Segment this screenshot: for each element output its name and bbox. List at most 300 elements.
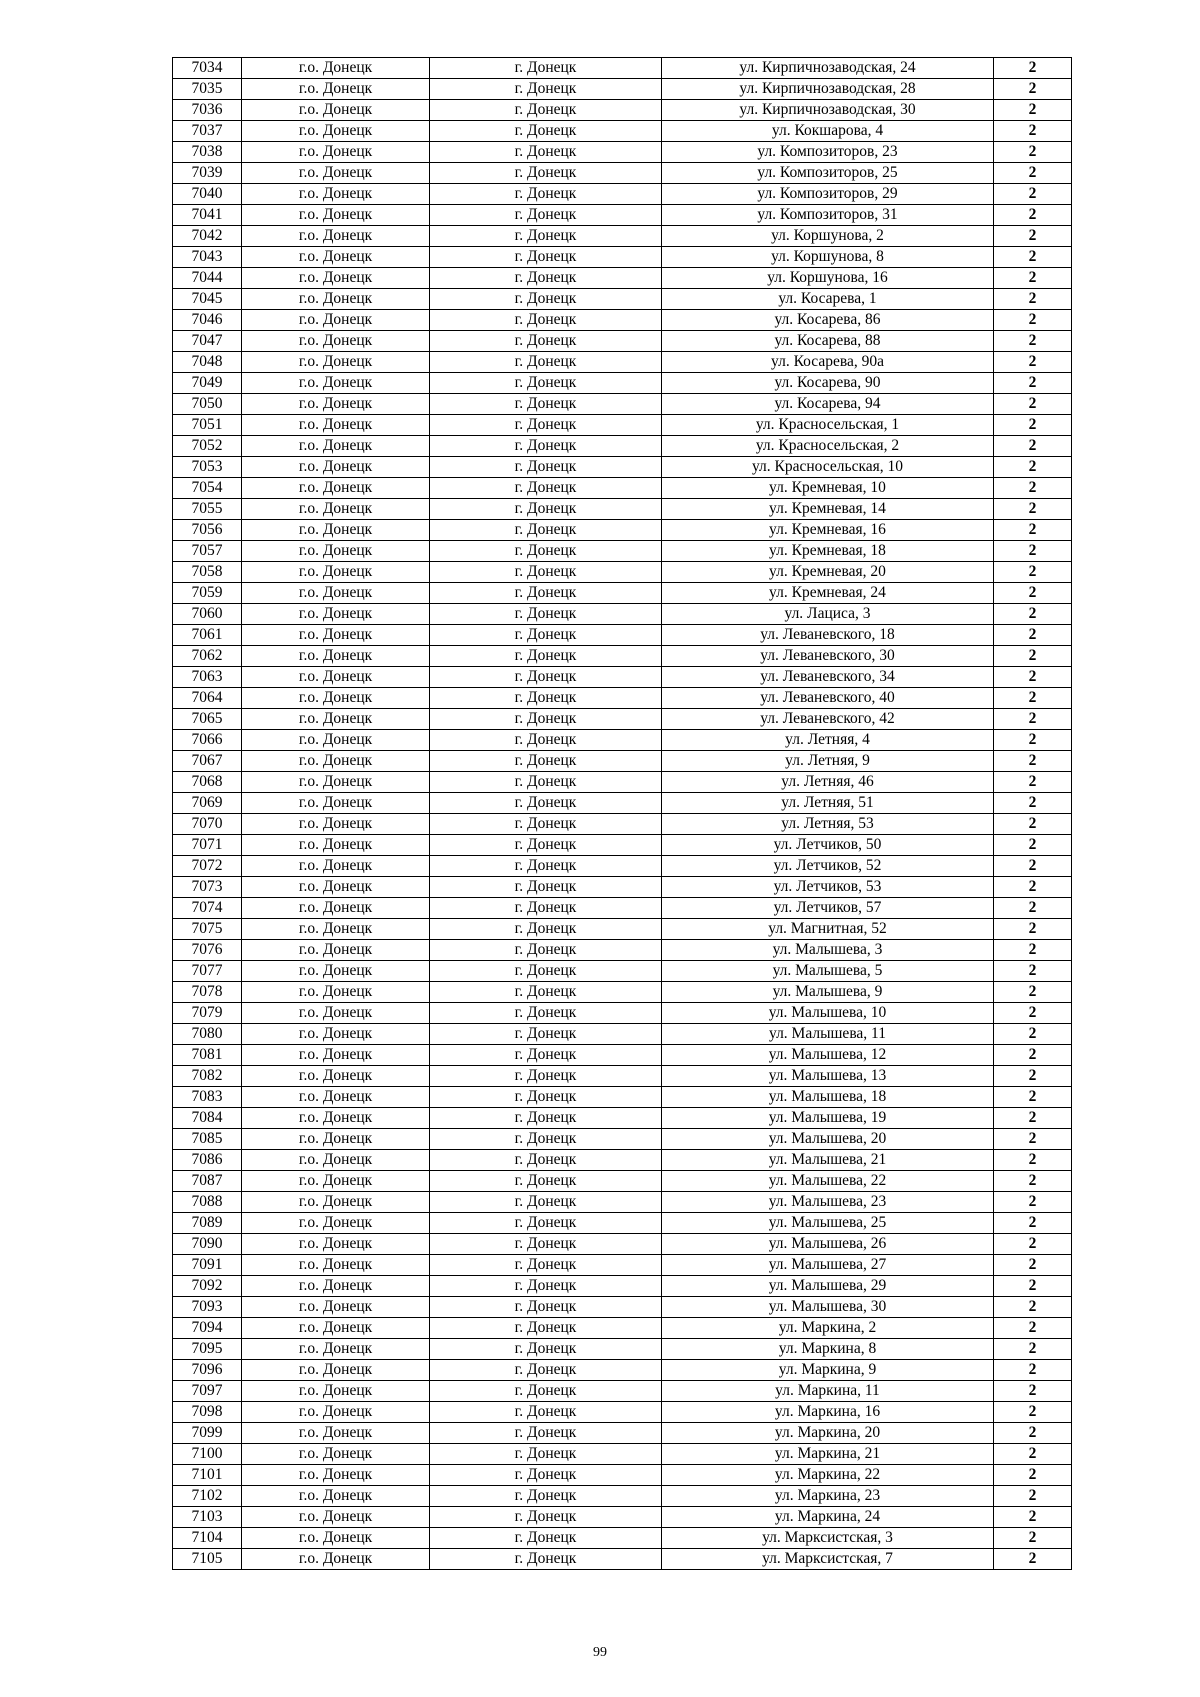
row-number-cell: 7081 [173, 1045, 242, 1066]
score-cell: 2 [994, 79, 1072, 100]
district-cell: г.о. Донецк [242, 730, 430, 751]
table-row [173, 940, 1072, 961]
table-row [173, 835, 1072, 856]
row-number-cell: 7050 [173, 394, 242, 415]
city-cell: г. Донецк [430, 163, 662, 184]
city-cell: г. Донецк [430, 709, 662, 730]
score-cell: 2 [994, 331, 1072, 352]
table-row [173, 1528, 1072, 1549]
score-cell: 2 [994, 1108, 1072, 1129]
row-number-cell: 7058 [173, 562, 242, 583]
street-address-cell: ул. Малышева, 21 [662, 1150, 994, 1171]
row-number-cell: 7045 [173, 289, 242, 310]
score-cell: 2 [994, 520, 1072, 541]
city-cell: г. Донецк [430, 1360, 662, 1381]
score-cell: 2 [994, 1444, 1072, 1465]
district-cell: г.о. Донецк [242, 898, 430, 919]
table-row [173, 310, 1072, 331]
row-number-cell: 7048 [173, 352, 242, 373]
district-cell: г.о. Донецк [242, 226, 430, 247]
row-number-cell: 7057 [173, 541, 242, 562]
score-cell: 2 [994, 541, 1072, 562]
street-address-cell: ул. Леваневского, 42 [662, 709, 994, 730]
street-address-cell: ул. Маркина, 2 [662, 1318, 994, 1339]
score-cell: 2 [994, 226, 1072, 247]
district-cell: г.о. Донецк [242, 121, 430, 142]
table-row [173, 646, 1072, 667]
table-row [173, 163, 1072, 184]
district-cell: г.о. Донецк [242, 1045, 430, 1066]
table-row [173, 1381, 1072, 1402]
table-row [173, 1297, 1072, 1318]
score-cell: 2 [994, 646, 1072, 667]
street-address-cell: ул. Косарева, 90 [662, 373, 994, 394]
district-cell: г.о. Донецк [242, 1339, 430, 1360]
street-address-cell: ул. Маркина, 22 [662, 1465, 994, 1486]
row-number-cell: 7098 [173, 1402, 242, 1423]
city-cell: г. Донецк [430, 121, 662, 142]
row-number-cell: 7035 [173, 79, 242, 100]
district-cell: г.о. Донецк [242, 625, 430, 646]
street-address-cell: ул. Маркина, 21 [662, 1444, 994, 1465]
district-cell: г.о. Донецк [242, 352, 430, 373]
street-address-cell: ул. Малышева, 13 [662, 1066, 994, 1087]
street-address-cell: ул. Летчиков, 57 [662, 898, 994, 919]
street-address-cell: ул. Малышева, 26 [662, 1234, 994, 1255]
street-address-cell: ул. Красносельская, 2 [662, 436, 994, 457]
street-address-cell: ул. Красносельская, 1 [662, 415, 994, 436]
table-row [173, 982, 1072, 1003]
street-address-cell: ул. Косарева, 88 [662, 331, 994, 352]
row-number-cell: 7043 [173, 247, 242, 268]
score-cell: 2 [994, 730, 1072, 751]
score-cell: 2 [994, 1507, 1072, 1528]
row-number-cell: 7051 [173, 415, 242, 436]
city-cell: г. Донецк [430, 184, 662, 205]
table-row [173, 1444, 1072, 1465]
city-cell: г. Донецк [430, 520, 662, 541]
street-address-cell: ул. Композиторов, 25 [662, 163, 994, 184]
street-address-cell: ул. Малышева, 30 [662, 1297, 994, 1318]
table-row [173, 1276, 1072, 1297]
row-number-cell: 7099 [173, 1423, 242, 1444]
city-cell: г. Донецк [430, 772, 662, 793]
table-row [173, 1129, 1072, 1150]
table-row [173, 247, 1072, 268]
city-cell: г. Донецк [430, 352, 662, 373]
table-row [173, 1024, 1072, 1045]
street-address-cell: ул. Композиторов, 29 [662, 184, 994, 205]
row-number-cell: 7076 [173, 940, 242, 961]
district-cell: г.о. Донецк [242, 1108, 430, 1129]
district-cell: г.о. Донецк [242, 268, 430, 289]
street-address-cell: ул. Малышева, 25 [662, 1213, 994, 1234]
row-number-cell: 7095 [173, 1339, 242, 1360]
table-row [173, 814, 1072, 835]
district-cell: г.о. Донецк [242, 877, 430, 898]
row-number-cell: 7077 [173, 961, 242, 982]
score-cell: 2 [994, 604, 1072, 625]
street-address-cell: ул. Малышева, 5 [662, 961, 994, 982]
street-address-cell: ул. Композиторов, 23 [662, 142, 994, 163]
table-row [173, 352, 1072, 373]
city-cell: г. Донецк [430, 814, 662, 835]
city-cell: г. Донецк [430, 541, 662, 562]
score-cell: 2 [994, 184, 1072, 205]
table-row [173, 1507, 1072, 1528]
score-cell: 2 [994, 793, 1072, 814]
city-cell: г. Донецк [430, 436, 662, 457]
row-number-cell: 7065 [173, 709, 242, 730]
district-cell: г.о. Донецк [242, 772, 430, 793]
score-cell: 2 [994, 352, 1072, 373]
street-address-cell: ул. Малышева, 12 [662, 1045, 994, 1066]
address-table [172, 57, 1072, 1570]
score-cell: 2 [994, 772, 1072, 793]
district-cell: г.о. Донецк [242, 1318, 430, 1339]
row-number-cell: 7034 [173, 58, 242, 79]
district-cell: г.о. Донецк [242, 1528, 430, 1549]
score-cell: 2 [994, 1297, 1072, 1318]
row-number-cell: 7046 [173, 310, 242, 331]
table-row [173, 79, 1072, 100]
score-cell: 2 [994, 1423, 1072, 1444]
table-row [173, 667, 1072, 688]
city-cell: г. Донецк [430, 1297, 662, 1318]
score-cell: 2 [994, 982, 1072, 1003]
city-cell: г. Донецк [430, 478, 662, 499]
district-cell: г.о. Донецк [242, 247, 430, 268]
row-number-cell: 7087 [173, 1171, 242, 1192]
city-cell: г. Донецк [430, 856, 662, 877]
table-row [173, 436, 1072, 457]
table-row [173, 898, 1072, 919]
city-cell: г. Донецк [430, 667, 662, 688]
street-address-cell: ул. Малышева, 10 [662, 1003, 994, 1024]
district-cell: г.о. Донецк [242, 58, 430, 79]
table-row [173, 1360, 1072, 1381]
score-cell: 2 [994, 436, 1072, 457]
street-address-cell: ул. Кремневая, 16 [662, 520, 994, 541]
score-cell: 2 [994, 415, 1072, 436]
city-cell: г. Донецк [430, 982, 662, 1003]
street-address-cell: ул. Малышева, 3 [662, 940, 994, 961]
table-row [173, 709, 1072, 730]
row-number-cell: 7064 [173, 688, 242, 709]
row-number-cell: 7074 [173, 898, 242, 919]
row-number-cell: 7071 [173, 835, 242, 856]
district-cell: г.о. Донецк [242, 667, 430, 688]
table-row [173, 919, 1072, 940]
row-number-cell: 7042 [173, 226, 242, 247]
street-address-cell: ул. Кокшарова, 4 [662, 121, 994, 142]
district-cell: г.о. Донецк [242, 1213, 430, 1234]
district-cell: г.о. Донецк [242, 1255, 430, 1276]
street-address-cell: ул. Коршунова, 16 [662, 268, 994, 289]
score-cell: 2 [994, 1381, 1072, 1402]
city-cell: г. Донецк [430, 1213, 662, 1234]
table-row [173, 793, 1072, 814]
district-cell: г.о. Донецк [242, 583, 430, 604]
city-cell: г. Донецк [430, 961, 662, 982]
row-number-cell: 7039 [173, 163, 242, 184]
row-number-cell: 7075 [173, 919, 242, 940]
table-row [173, 1423, 1072, 1444]
score-cell: 2 [994, 1528, 1072, 1549]
city-cell: г. Донецк [430, 1129, 662, 1150]
street-address-cell: ул. Кремневая, 14 [662, 499, 994, 520]
district-cell: г.о. Донецк [242, 457, 430, 478]
table-row [173, 562, 1072, 583]
city-cell: г. Донецк [430, 499, 662, 520]
street-address-cell: ул. Летняя, 46 [662, 772, 994, 793]
table-row [173, 58, 1072, 79]
table-row [173, 1087, 1072, 1108]
score-cell: 2 [994, 562, 1072, 583]
district-cell: г.о. Донецк [242, 1423, 430, 1444]
street-address-cell: ул. Магнитная, 52 [662, 919, 994, 940]
city-cell: г. Донецк [430, 1381, 662, 1402]
score-cell: 2 [994, 163, 1072, 184]
district-cell: г.о. Донецк [242, 394, 430, 415]
district-cell: г.о. Донецк [242, 205, 430, 226]
street-address-cell: ул. Косарева, 90а [662, 352, 994, 373]
address-table-body [173, 58, 1072, 1570]
city-cell: г. Донецк [430, 268, 662, 289]
row-number-cell: 7096 [173, 1360, 242, 1381]
table-row [173, 1255, 1072, 1276]
district-cell: г.о. Донецк [242, 499, 430, 520]
score-cell: 2 [994, 289, 1072, 310]
street-address-cell: ул. Летчиков, 52 [662, 856, 994, 877]
table-row [173, 184, 1072, 205]
row-number-cell: 7062 [173, 646, 242, 667]
city-cell: г. Донецк [430, 100, 662, 121]
city-cell: г. Донецк [430, 142, 662, 163]
score-cell: 2 [994, 688, 1072, 709]
row-number-cell: 7054 [173, 478, 242, 499]
district-cell: г.о. Донецк [242, 1129, 430, 1150]
score-cell: 2 [994, 940, 1072, 961]
district-cell: г.о. Донецк [242, 961, 430, 982]
street-address-cell: ул. Маркина, 20 [662, 1423, 994, 1444]
district-cell: г.о. Донецк [242, 1003, 430, 1024]
street-address-cell: ул. Маркина, 9 [662, 1360, 994, 1381]
score-cell: 2 [994, 142, 1072, 163]
score-cell: 2 [994, 268, 1072, 289]
district-cell: г.о. Донецк [242, 1444, 430, 1465]
row-number-cell: 7090 [173, 1234, 242, 1255]
row-number-cell: 7041 [173, 205, 242, 226]
street-address-cell: ул. Леваневского, 18 [662, 625, 994, 646]
street-address-cell: ул. Малышева, 11 [662, 1024, 994, 1045]
row-number-cell: 7069 [173, 793, 242, 814]
street-address-cell: ул. Косарева, 94 [662, 394, 994, 415]
score-cell: 2 [994, 919, 1072, 940]
street-address-cell: ул. Кремневая, 20 [662, 562, 994, 583]
city-cell: г. Донецк [430, 1465, 662, 1486]
street-address-cell: ул. Красносельская, 10 [662, 457, 994, 478]
table-row [173, 583, 1072, 604]
table-row [173, 1318, 1072, 1339]
street-address-cell: ул. Кремневая, 24 [662, 583, 994, 604]
district-cell: г.о. Донецк [242, 835, 430, 856]
district-cell: г.о. Донецк [242, 1402, 430, 1423]
row-number-cell: 7072 [173, 856, 242, 877]
city-cell: г. Донецк [430, 226, 662, 247]
score-cell: 2 [994, 1213, 1072, 1234]
page-number: 99 [593, 1645, 607, 1660]
city-cell: г. Донецк [430, 940, 662, 961]
table-row [173, 1234, 1072, 1255]
district-cell: г.о. Донецк [242, 919, 430, 940]
district-cell: г.о. Донецк [242, 1192, 430, 1213]
score-cell: 2 [994, 373, 1072, 394]
street-address-cell: ул. Кирпичнозаводская, 30 [662, 100, 994, 121]
district-cell: г.о. Донецк [242, 1549, 430, 1570]
row-number-cell: 7088 [173, 1192, 242, 1213]
table-row [173, 1402, 1072, 1423]
table-row [173, 415, 1072, 436]
table-row [173, 1486, 1072, 1507]
table-row [173, 226, 1072, 247]
city-cell: г. Донецк [430, 457, 662, 478]
score-cell: 2 [994, 121, 1072, 142]
table-row [173, 730, 1072, 751]
city-cell: г. Донецк [430, 688, 662, 709]
table-row [173, 478, 1072, 499]
row-number-cell: 7093 [173, 1297, 242, 1318]
street-address-cell: ул. Композиторов, 31 [662, 205, 994, 226]
street-address-cell: ул. Кирпичнозаводская, 28 [662, 79, 994, 100]
district-cell: г.о. Донецк [242, 793, 430, 814]
row-number-cell: 7082 [173, 1066, 242, 1087]
score-cell: 2 [994, 877, 1072, 898]
city-cell: г. Донецк [430, 877, 662, 898]
city-cell: г. Донецк [430, 1087, 662, 1108]
score-cell: 2 [994, 1192, 1072, 1213]
row-number-cell: 7079 [173, 1003, 242, 1024]
table-row [173, 1339, 1072, 1360]
street-address-cell: ул. Маркина, 24 [662, 1507, 994, 1528]
row-number-cell: 7038 [173, 142, 242, 163]
city-cell: г. Донецк [430, 793, 662, 814]
street-address-cell: ул. Маркина, 16 [662, 1402, 994, 1423]
table-row [173, 772, 1072, 793]
table-row [173, 1108, 1072, 1129]
score-cell: 2 [994, 1045, 1072, 1066]
table-row [173, 877, 1072, 898]
row-number-cell: 7092 [173, 1276, 242, 1297]
row-number-cell: 7059 [173, 583, 242, 604]
score-cell: 2 [994, 709, 1072, 730]
city-cell: г. Донецк [430, 394, 662, 415]
city-cell: г. Донецк [430, 583, 662, 604]
table-row [173, 394, 1072, 415]
score-cell: 2 [994, 1465, 1072, 1486]
score-cell: 2 [994, 835, 1072, 856]
table-row [173, 856, 1072, 877]
row-number-cell: 7097 [173, 1381, 242, 1402]
district-cell: г.о. Донецк [242, 289, 430, 310]
district-cell: г.о. Донецк [242, 1087, 430, 1108]
street-address-cell: ул. Кремневая, 18 [662, 541, 994, 562]
district-cell: г.о. Донецк [242, 310, 430, 331]
district-cell: г.о. Донецк [242, 541, 430, 562]
city-cell: г. Донецк [430, 1108, 662, 1129]
score-cell: 2 [994, 247, 1072, 268]
score-cell: 2 [994, 667, 1072, 688]
table-row [173, 205, 1072, 226]
score-cell: 2 [994, 1024, 1072, 1045]
row-number-cell: 7105 [173, 1549, 242, 1570]
district-cell: г.о. Донецк [242, 562, 430, 583]
row-number-cell: 7068 [173, 772, 242, 793]
row-number-cell: 7078 [173, 982, 242, 1003]
row-number-cell: 7061 [173, 625, 242, 646]
city-cell: г. Донецк [430, 1423, 662, 1444]
city-cell: г. Донецк [430, 835, 662, 856]
street-address-cell: ул. Летчиков, 53 [662, 877, 994, 898]
city-cell: г. Донецк [430, 1276, 662, 1297]
district-cell: г.о. Донецк [242, 1486, 430, 1507]
row-number-cell: 7080 [173, 1024, 242, 1045]
row-number-cell: 7036 [173, 100, 242, 121]
district-cell: г.о. Донецк [242, 751, 430, 772]
score-cell: 2 [994, 1276, 1072, 1297]
district-cell: г.о. Донецк [242, 814, 430, 835]
district-cell: г.о. Донецк [242, 1150, 430, 1171]
table-row [173, 688, 1072, 709]
district-cell: г.о. Донецк [242, 100, 430, 121]
city-cell: г. Донецк [430, 1192, 662, 1213]
table-row [173, 499, 1072, 520]
score-cell: 2 [994, 1003, 1072, 1024]
row-number-cell: 7101 [173, 1465, 242, 1486]
table-row [173, 1066, 1072, 1087]
table-row [173, 751, 1072, 772]
street-address-cell: ул. Малышева, 22 [662, 1171, 994, 1192]
city-cell: г. Донецк [430, 1339, 662, 1360]
table-row [173, 625, 1072, 646]
city-cell: г. Донецк [430, 1402, 662, 1423]
city-cell: г. Донецк [430, 646, 662, 667]
city-cell: г. Донецк [430, 1234, 662, 1255]
street-address-cell: ул. Летняя, 4 [662, 730, 994, 751]
score-cell: 2 [994, 1255, 1072, 1276]
city-cell: г. Донецк [430, 1024, 662, 1045]
score-cell: 2 [994, 583, 1072, 604]
district-cell: г.о. Донецк [242, 1297, 430, 1318]
district-cell: г.о. Донецк [242, 415, 430, 436]
table-row [173, 457, 1072, 478]
score-cell: 2 [994, 961, 1072, 982]
score-cell: 2 [994, 898, 1072, 919]
street-address-cell: ул. Малышева, 9 [662, 982, 994, 1003]
district-cell: г.о. Донецк [242, 1276, 430, 1297]
street-address-cell: ул. Косарева, 1 [662, 289, 994, 310]
city-cell: г. Донецк [430, 373, 662, 394]
district-cell: г.о. Донецк [242, 709, 430, 730]
district-cell: г.о. Донецк [242, 163, 430, 184]
row-number-cell: 7086 [173, 1150, 242, 1171]
row-number-cell: 7091 [173, 1255, 242, 1276]
district-cell: г.о. Донецк [242, 520, 430, 541]
district-cell: г.о. Донецк [242, 478, 430, 499]
score-cell: 2 [994, 625, 1072, 646]
district-cell: г.о. Донецк [242, 646, 430, 667]
street-address-cell: ул. Маркина, 23 [662, 1486, 994, 1507]
